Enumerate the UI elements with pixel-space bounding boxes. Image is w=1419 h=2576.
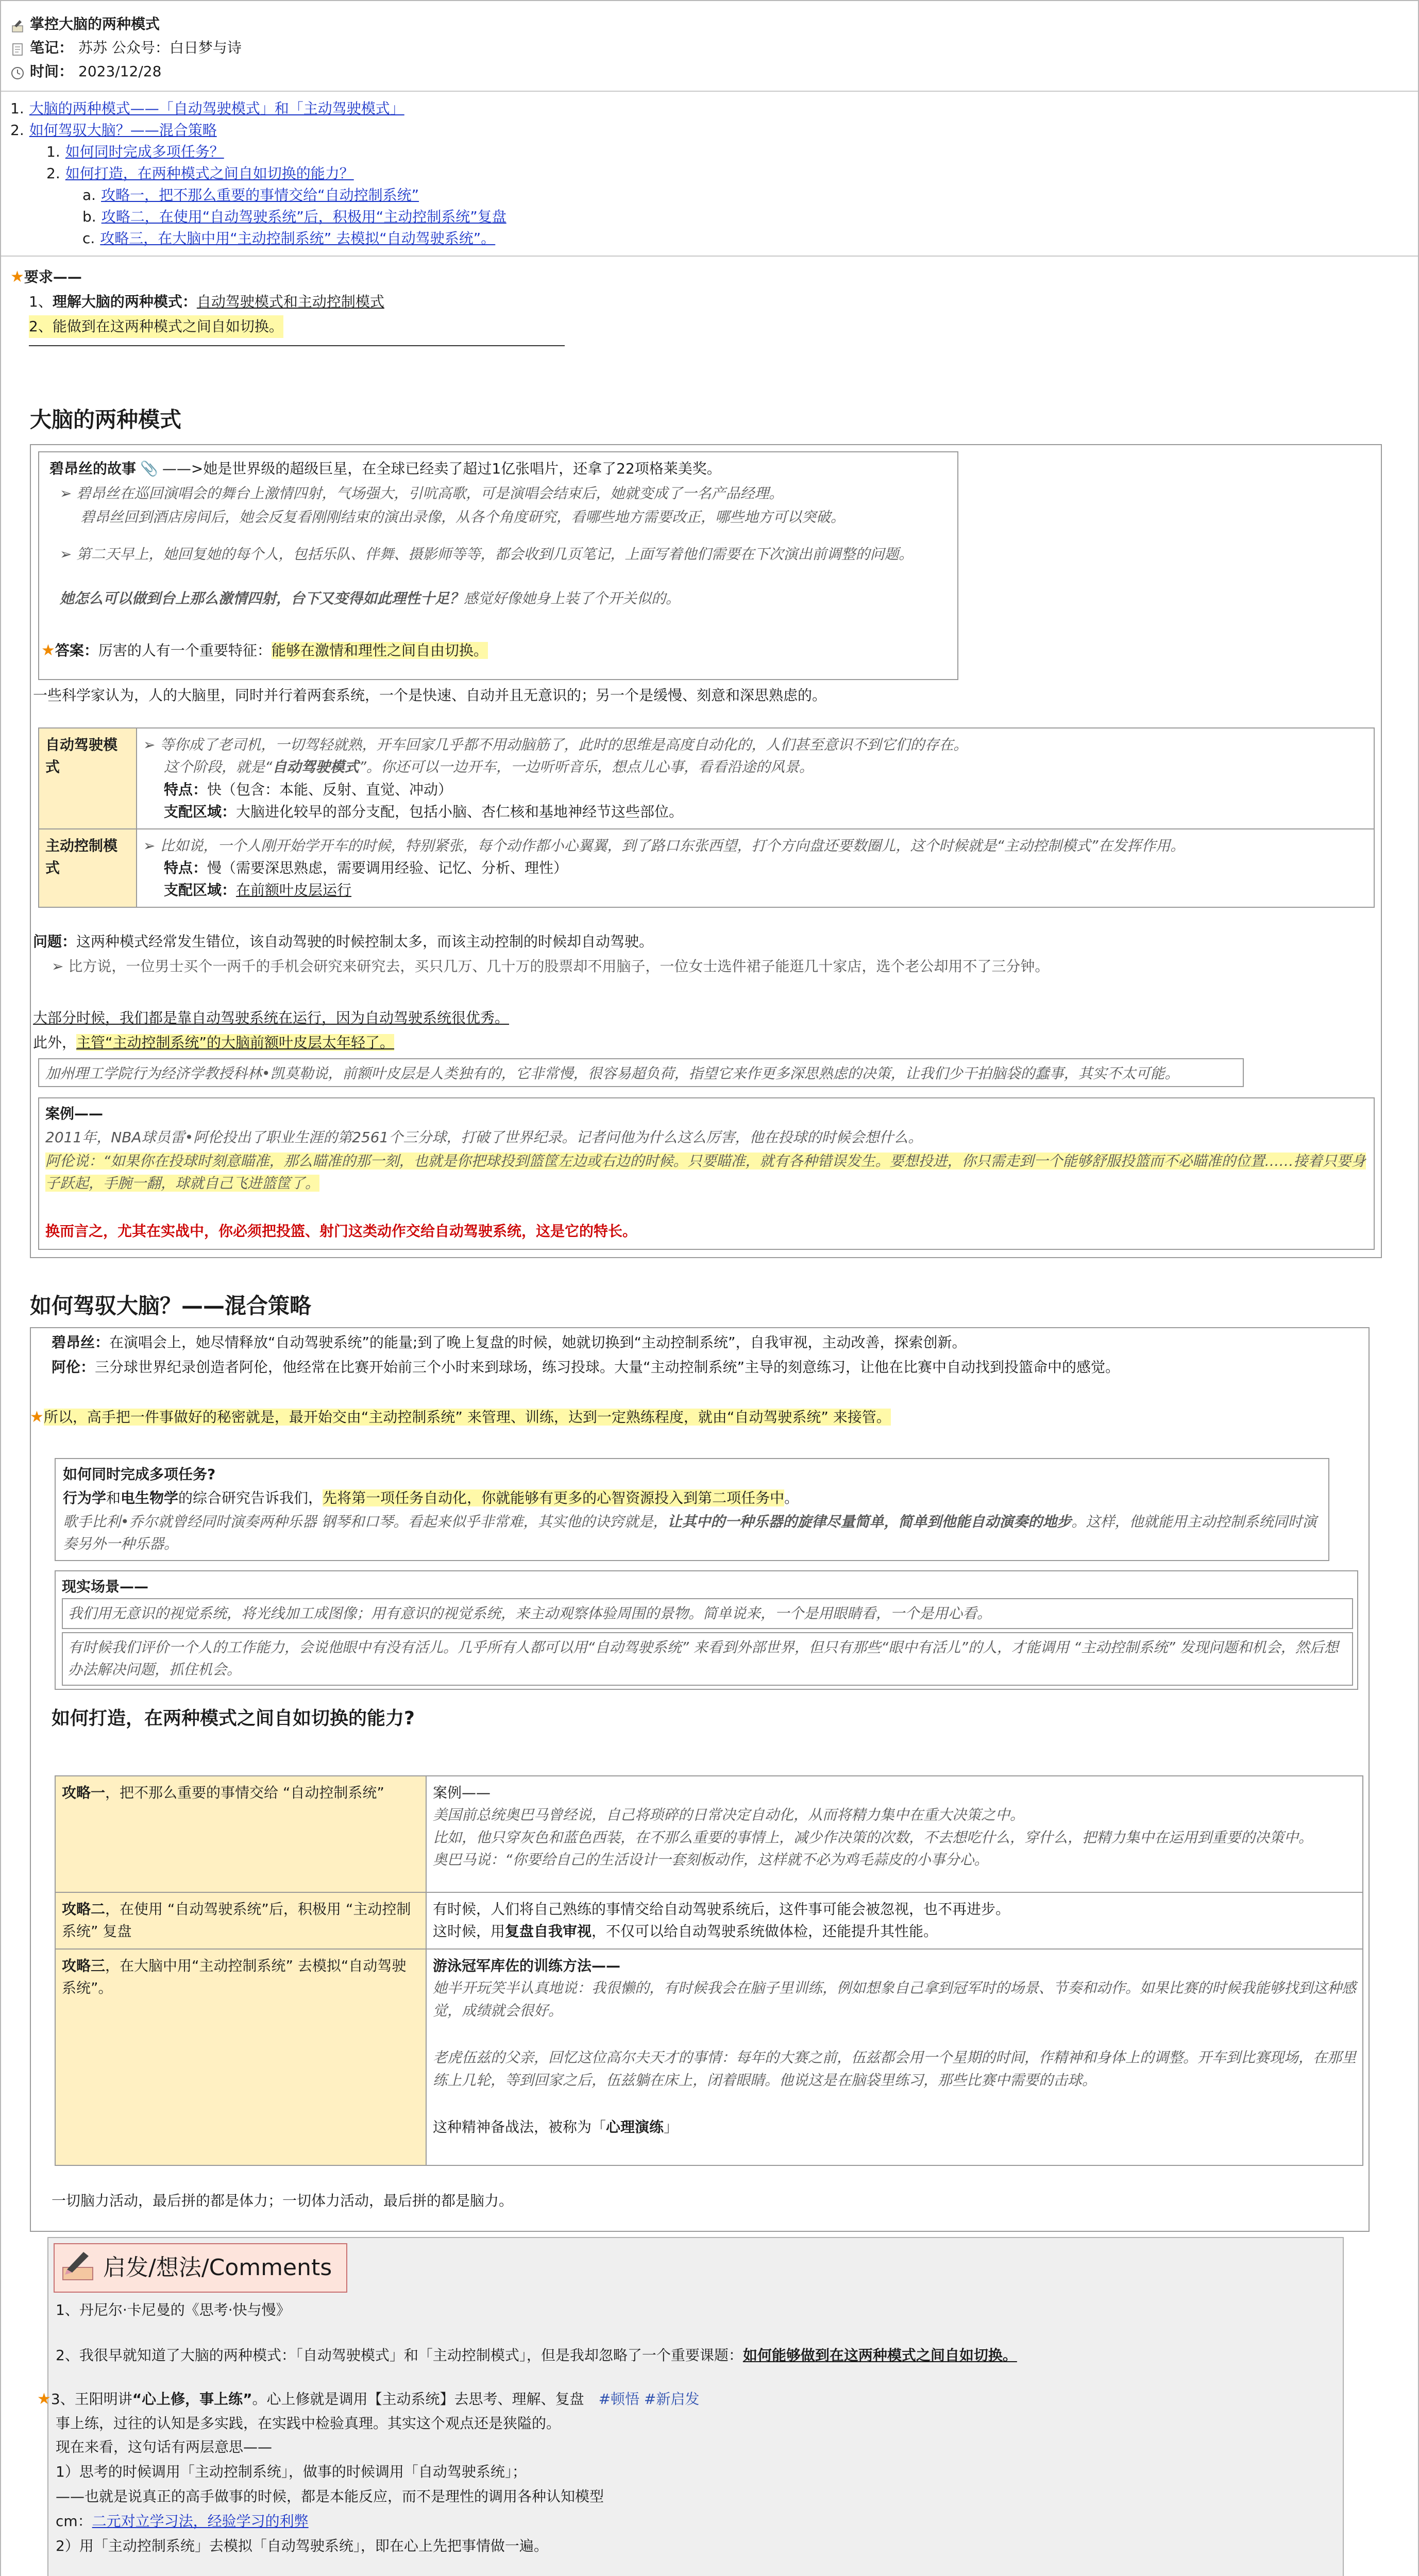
toc-link[interactable]: 攻略一，把不那么重要的事情交给“自动控制系统” <box>101 187 419 204</box>
answer-text: 厉害的人有一个重要特征： <box>98 642 272 659</box>
requirements-title: 要求—— <box>24 268 82 286</box>
strategy-subtitle: 游泳冠军库佐的训练方法—— <box>433 1957 621 1974</box>
req-item-2: 2、能做到在这两种模式之间自如切换。 <box>29 315 283 337</box>
paperclip-icon: 📎 <box>140 460 158 477</box>
comment-item-bold: “心上修，事上练” <box>132 2391 252 2408</box>
toc-number: 2. <box>10 122 24 139</box>
story-line: 第二天早上，她回复她的每个人，包括乐队、伴舞、摄影师等等，都会收到几页笔记，上面写着他们需要在下次演出前调整的问题。 <box>76 546 914 563</box>
switch-title: 如何打造，在两种模式之间自如切换的能力? <box>52 1708 415 1729</box>
toc-number: a. <box>82 187 96 204</box>
star-icon: ★ <box>30 1408 44 1426</box>
clock-icon <box>10 64 25 79</box>
toc-link[interactable]: 如何打造，在两种模式之间自如切换的能力？ <box>65 165 354 182</box>
story-question-tail: 感觉好像她身上装了个开关似的。 <box>464 590 681 607</box>
toc-link[interactable]: 如何同时完成多项任务？ <box>65 143 224 161</box>
real-scene-title: 现实场景—— <box>62 1578 149 1595</box>
active-mode-label: 主动控制模式 <box>39 829 137 907</box>
active-mode-cell <box>137 829 1374 907</box>
strategy-line: 有时候，人们将自己熟练的事情交给自动驾驶系统后，这件事可能会被忽视，也不再进步。 <box>433 1901 1010 1918</box>
strategy-label-rest: ，在大脑中用“主动控制系统” 去模拟“自动驾驶系统”。 <box>62 1957 407 1997</box>
toc-link[interactable]: 大脑的两种模式——「自动驾驶模式」和「主动驾驶模式」 <box>29 100 404 117</box>
comment-line: ——也就是说真正的高手做事的时候，都是本能反应，而不是理性的调用各种认知模型 <box>56 2488 604 2505</box>
time-value: 2023/12/28 <box>78 63 162 80</box>
multitask-text: 行为学 <box>63 1489 107 1506</box>
story-title: 碧昂丝的故事 <box>49 460 137 477</box>
auto-line: ”。你还可以一边开车，一边听听音乐，想点儿心事，看看沿途的风景。 <box>359 758 814 776</box>
bullet-icon: ➢ <box>60 485 77 502</box>
auto-line: 等你成了老司机，一切驾轻就熟，开车回家几乎都不用动脑筋了，此时的思维是高度自动化的，人们甚至意识不到它们的存在。 <box>160 736 968 753</box>
comment-line: 2）用「主动控制系统」去模拟「自动驾驶系统」，即在心上先把事情做一遍。 <box>56 2537 548 2554</box>
case-line: 2011年，NBA球员雷•阿伦投出了职业生涯的第2561个三分球，打破了世界纪录。记者问他为什么这么厉害，他在投球的时候会想什么。 <box>45 1129 923 1146</box>
strategy-line: 老虎伍兹的父亲，回忆这位高尔夫天才的事情：每年的大赛之前，伍兹都会用一个星期的时间，作精神和身体上的调整。开车到比赛现场，在那里练上几轮，等到回家之后，伍兹躺在床上，闭着眼睛。他说这是在脑袋里练习，那些比赛中需要的击球。 <box>433 2049 1357 2089</box>
beyonce-text: 在演唱会上，她尽情释放“自动驾驶系统”的能量;到了晚上复盘的时候，她就切换到“主动控制系统”，自我审视，主动改善，探索创新。 <box>109 1334 967 1351</box>
area-text: 大脑进化较早的部分支配，包括小脑、杏仁核和基地神经节这些部位。 <box>236 803 684 821</box>
case-conclusion: 换而言之，尤其在实战中，你必须把投篮、射门这类动作交给自动驾驶系统，这是它的特长。 <box>45 1223 637 1240</box>
multitask-example: 歌手比利•乔尔就曾经同时演奏两种乐器 钢琴和口琴。看起来似乎非常难，其实他的诀窍就是， <box>63 1513 668 1530</box>
multitask-text: 。 <box>784 1489 799 1506</box>
comment-item: 。心上修就是调用【主动系统】去思考、理解、复盘 <box>252 2391 584 2408</box>
strategy-label: 攻略三 <box>62 1957 106 1974</box>
feature-label: 特点： <box>164 859 208 876</box>
star-icon: ★ <box>37 2390 51 2408</box>
toc-number: 1. <box>10 100 24 117</box>
strategy-1-label <box>55 1776 426 1892</box>
toc-number: b. <box>82 208 96 226</box>
note-header <box>1 1 1418 92</box>
comment-item: 1、丹尼尔·卡尼曼的《思考·快与慢》 <box>56 2301 291 2318</box>
modes-table <box>38 727 1375 908</box>
beyonce-label: 碧昂丝： <box>52 1334 110 1351</box>
strategy-line: 她半开玩笑半认真地说：我很懒的，有时候我会在脑子里训练，例如想象自己拿到冠军时的场景、节奏和动作。如果比赛的时候我能够找到这种感觉，成绩就会很好。 <box>433 1979 1357 2019</box>
most-line: 大部分时候，我们都是靠自动驾驶系统在运行，因为自动驾驶系统很优秀。 <box>33 1009 510 1026</box>
answer-highlight: 能够在激情和理性之间自由切换。 <box>271 642 488 659</box>
strategy-line: 」 <box>664 2118 679 2136</box>
multitask-title: 如何同时完成多项任务? <box>63 1466 216 1483</box>
comments-panel <box>37 2237 1344 2576</box>
comments-title: 启发/想法/Comments <box>103 2254 332 2281</box>
comment-line: 事上练，过往的认知是多实践，在实践中检验真理。其实这个观点还是狭隘的。 <box>56 2415 561 2432</box>
tag-label[interactable]: #顿悟 #新启发 <box>598 2391 700 2408</box>
story-line: 碧昂丝回到酒店房间后，她会反复看刚刚结束的演出录像，从各个角度研究，看哪些地方需要改正，哪些地方可以突破。 <box>80 509 846 526</box>
section1-box <box>30 444 1382 1258</box>
writing-icon <box>61 2248 95 2288</box>
story-box <box>38 451 958 680</box>
feature-label: 特点： <box>164 781 208 798</box>
comments-header <box>54 2243 347 2293</box>
strategy-line-bold: 复盘自我审视 <box>505 1923 592 1940</box>
strategy-label-rest: ，在使用 “自动驾驶系统”后，积极用 “主动控制系统” 复盘 <box>62 1901 411 1940</box>
multitask-box <box>55 1458 1329 1561</box>
multitask-text: 和 <box>106 1489 121 1506</box>
auto-mode-label: 自动驾驶模式 <box>39 728 137 829</box>
feature-text: 快（包含：本能、反射、直觉、冲动） <box>207 781 453 798</box>
comment-item: 2、我很早就知道了大脑的两种模式：「自动驾驶模式」和「主动控制模式」，但是我却忽略了一个重要课题： <box>56 2347 743 2364</box>
case-title: 案例—— <box>45 1105 104 1122</box>
comment-line: 现在来看，这句话有两层意思—— <box>56 2438 273 2455</box>
time-label: 时间： <box>30 63 74 80</box>
section2-box <box>30 1327 1370 2232</box>
area-text: 在前额叶皮层运行 <box>236 882 352 899</box>
strategy-line: 这种精神备战法，被称为「 <box>433 2118 606 2136</box>
comment-line: 1）思考的时候调用「主动控制系统」，做事的时候调用「自动驾驶系统」； <box>56 2463 527 2480</box>
area-label: 支配区域： <box>164 803 236 821</box>
bullet-icon: ➢ <box>60 546 77 563</box>
table-of-contents <box>1 92 1418 257</box>
also-line-highlight: 主管“主动控制系统”的大脑前额叶皮层太年轻了。 <box>76 1034 395 1051</box>
strategy-3-content <box>426 1949 1363 2165</box>
strategy-table <box>55 1775 1363 2166</box>
comment-item-bold: 如何能够做到在这两种模式之间自如切换。 <box>742 2347 1017 2364</box>
note-icon <box>10 41 25 55</box>
multitask-example-bold: 让其中的一种乐器的旋律尽量简单，简单到他能自动演奏的地步 <box>667 1513 1072 1530</box>
strategy-label: 攻略一 <box>62 1784 106 1801</box>
req-item-bold: 理解大脑的两种模式： <box>52 293 197 311</box>
also-line: 此外， <box>33 1034 77 1051</box>
req-item-rest: 自动驾驶模式和主动控制模式 <box>196 293 384 311</box>
section-title: 如何驾驭大脑？——混合策略 <box>30 1293 312 1318</box>
allen-label: 阿伦： <box>52 1359 95 1376</box>
story-intro: ——>她是世界级的超级巨星，在全球已经卖了超过1亿张唱片，还拿了22项格莱美奖。 <box>162 460 721 477</box>
feature-text: 慢（需要深思熟虑，需要调用经验、记忆、分析、理性） <box>207 859 568 876</box>
comment-link[interactable]: 二元对立学习法，经验学习的利弊 <box>92 2513 309 2530</box>
note-label: 笔记： <box>30 39 74 57</box>
divider <box>29 345 565 346</box>
real-scene-line: 有时候我们评价一个人的工作能力，会说他眼中有没有活儿。几乎所有人都可以用“自动驾驶系统” 来看到外部世界，但只有那些“眼中有活儿”的人，才能调用 “主动控制系统” 发现问题和机会，然后想办法解决问题，抓住机会。 <box>62 1632 1353 1686</box>
strategy-label: 攻略二 <box>62 1901 106 1918</box>
star-icon: ★ <box>41 641 55 659</box>
strategy-line: 奥巴马说：“你要给自己的生活设计一套刻板动作，这样就不必为鸡毛蒜皮的小事分心。 <box>433 1851 989 1869</box>
real-scene-line: 我们用无意识的视觉系统，将光线加工成图像；用有意识的视觉系统，来主动观察体验周围的景物。简单说来，一个是用眼睛看，一个是用心看。 <box>62 1598 1353 1629</box>
active-line: 比如说，一个人刚开始学开车的时候，特别紧张，每个动作都小心翼翼，到了路口东张西望，打个方向盘还要数圈儿，这个时候就是“主动控制模式”在发挥作用。 <box>160 837 1185 854</box>
strategy-2-label <box>55 1892 426 1949</box>
multitask-highlight: 先将第一项任务自动化，你就能够有更多的心智资源投入到第二项任务中 <box>323 1489 785 1506</box>
strategy-line: 美国前总统奥巴马曾经说，自己将琐碎的日常决定自动化，从而将精力集中在重大决策之中。 <box>433 1806 1025 1824</box>
star-icon: ★ <box>10 267 24 286</box>
story-question: 她怎么可以做到台上那么激情四射，台下又变得如此理性十足？ <box>60 590 464 607</box>
auto-line: 这个阶段，就是“ <box>164 758 273 776</box>
case-quote: 阿伦说：“如果你在投球时刻意瞄准，那么瞄准的那一刻，也就是你把球投到篮筐左边或右边的时候。只要瞄准，就有各种错误发生。要想投进，你只需走到一个能够舒服投篮而不必瞄准的位置……接着只要身子跃起，手腕一翻，球就自己飞进篮筐了。 <box>45 1153 1366 1192</box>
toc-link[interactable]: 攻略二，在使用“自动驾驶系统”后，积极用“主动控制系统”复盘 <box>101 208 506 226</box>
pen-icon <box>10 17 25 31</box>
toc-link[interactable]: 攻略三，在大脑中用“主动控制系统” 去模拟“自动驾驶系统”。 <box>100 230 496 247</box>
requirements <box>1 257 1418 358</box>
allen-text: 三分球世界纪录创造者阿伦，他经常在比赛开始前三个小时来到球场，练习投球。大量“主动控制系统”主导的刻意练习，让他在比赛中自动找到投篮命中的感觉。 <box>95 1359 1120 1376</box>
toc-number: 1. <box>46 143 60 161</box>
answer-label: 答案： <box>55 642 98 659</box>
closing-line: 一切脑力活动，最后拼的都是体力；一切体力活动，最后拼的都是脑力。 <box>52 2192 514 2209</box>
multitask-text: 电生物学 <box>121 1489 179 1506</box>
comment-line: cm： <box>56 2513 92 2530</box>
story-line: 碧昂丝在巡回演唱会的舞台上激情四射，气场强大，引吭高歌，可是演唱会结束后，她就变成了一名产品经理。 <box>76 485 784 502</box>
auto-mode-cell <box>137 728 1374 829</box>
real-scene-box <box>55 1570 1358 1690</box>
multitask-example: 。这样，他就能用主动控制系统同时演奏另外一种乐器。 <box>63 1513 1317 1553</box>
quote-box: 加州理工学院行为经济学教授科林•凯莫勒说，前额叶皮层是人类独有的，它非常慢，很容易超负荷，指望它来作更多深思熟虑的决策，让我们少干拍脑袋的蠢事，其实不太可能。 <box>38 1058 1244 1087</box>
strategy-2-content <box>426 1892 1363 1949</box>
toc-number: c. <box>82 230 95 247</box>
problem-label: 问题： <box>33 933 77 950</box>
strategy-line: ，不仅可以给自动驾驶系统做体检，还能提升其性能。 <box>592 1923 938 1940</box>
science-intro: 一些科学家认为，人的大脑里，同时并行着两套系统，一个是快速、自动并且无意识的；另一个是缓慢、刻意和深思熟虑的。 <box>33 687 827 704</box>
case-box <box>38 1097 1375 1250</box>
toc-number: 2. <box>46 165 60 182</box>
problem-example: 比方说，一位男士买个一两千的手机会研究来研究去，买只几万、几十万的股票却不用脑子，一位女士选件裙子能逛几十家店，选个老公却用不了三分钟。 <box>68 958 1050 975</box>
note-value: 苏苏 公众号：白日梦与诗 <box>78 39 242 57</box>
bullet-icon: ➢ <box>52 958 69 975</box>
strategy-label-rest: ，把不那么重要的事情交给 “自动控制系统” <box>105 1784 384 1801</box>
area-label: 支配区域： <box>164 882 236 899</box>
toc-link[interactable]: 如何驾驭大脑？——混合策略 <box>29 122 217 139</box>
multitask-text: 的综合研究告诉我们， <box>178 1489 323 1506</box>
bullet-icon: ➢ <box>143 736 160 753</box>
comment-item: 3、王阳明讲 <box>50 2391 132 2408</box>
secret-line: 所以，高手把一件事做好的秘密就是，最开始交由“主动控制系统” 来管理、训练，达到一定熟练程度，就由“自动驾驶系统” 来接管。 <box>43 1409 891 1426</box>
strategy-line: 这时候，用 <box>433 1923 505 1940</box>
strategy-case-title: 案例—— <box>433 1784 491 1801</box>
section-title: 大脑的两种模式 <box>30 407 182 432</box>
strategy-line: 比如，他只穿灰色和蓝色西装，在不那么重要的事情上，减少作决策的次数，不去想吃什么，穿什么，把精力集中在运用到重要的决策中。 <box>433 1828 1313 1846</box>
strategy-line-bold: 心理演练 <box>606 2118 664 2136</box>
req-prefix: 1、 <box>29 293 53 311</box>
strategy-1-content <box>426 1776 1363 1892</box>
page-title: 掌控大脑的两种模式 <box>30 15 160 33</box>
bullet-icon: ➢ <box>143 837 160 854</box>
problem-text: 这两种模式经常发生错位，该自动驾驶的时候控制太多，而该主动控制的时候却自动驾驶。 <box>76 933 654 950</box>
strategy-3-label <box>55 1949 426 2165</box>
auto-line-bold: 自动驾驶模式 <box>272 758 359 776</box>
